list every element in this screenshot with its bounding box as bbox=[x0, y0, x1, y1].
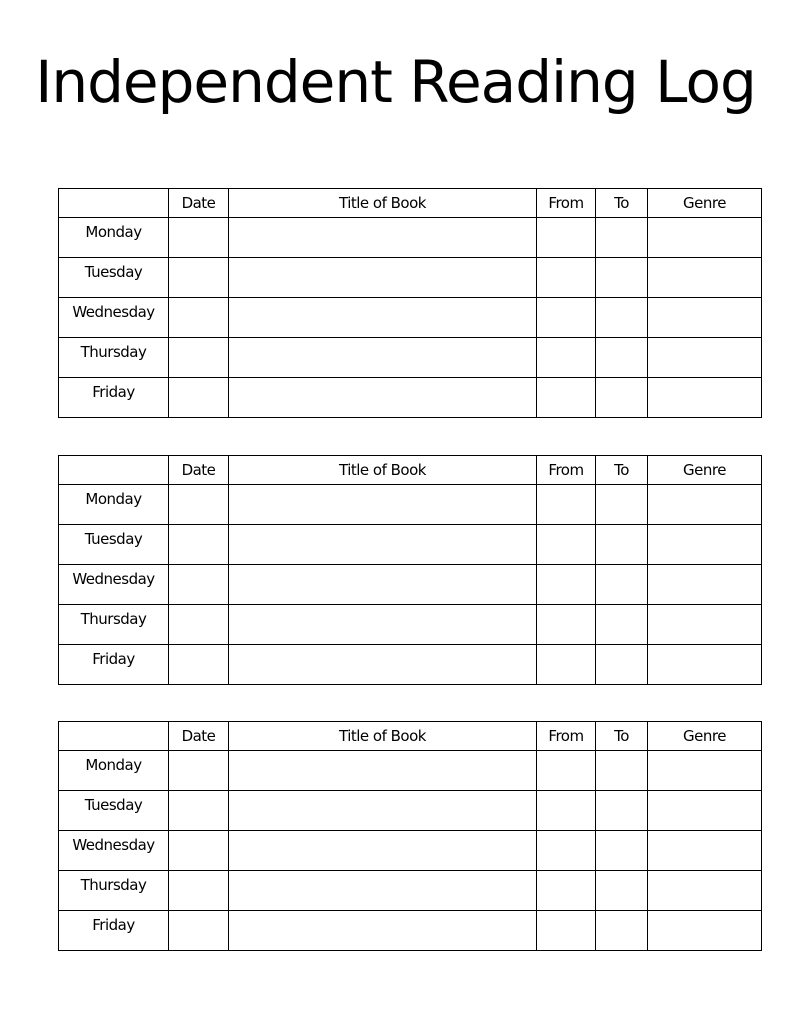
table-row bbox=[59, 565, 762, 605]
date-cell[interactable] bbox=[169, 645, 229, 685]
genre-cell[interactable] bbox=[648, 258, 762, 298]
to-cell[interactable] bbox=[596, 378, 648, 418]
day-label: Thursday bbox=[59, 605, 169, 645]
genre-cell[interactable] bbox=[648, 378, 762, 418]
table-row bbox=[59, 791, 762, 831]
genre-cell[interactable] bbox=[648, 605, 762, 645]
title-cell[interactable] bbox=[229, 258, 537, 298]
title-cell[interactable] bbox=[229, 378, 537, 418]
header-genre: Genre bbox=[648, 456, 762, 485]
header-to: To bbox=[596, 722, 648, 751]
date-cell[interactable] bbox=[169, 525, 229, 565]
day-label: Wednesday bbox=[59, 831, 169, 871]
date-cell[interactable] bbox=[169, 298, 229, 338]
genre-cell[interactable] bbox=[648, 218, 762, 258]
header-genre: Genre bbox=[648, 189, 762, 218]
header-title-of-book: Title of Book bbox=[229, 456, 537, 485]
genre-cell[interactable] bbox=[648, 831, 762, 871]
table-row bbox=[59, 911, 762, 951]
day-label: Monday bbox=[59, 485, 169, 525]
table-row bbox=[59, 218, 762, 258]
table-header-row bbox=[59, 189, 762, 218]
from-cell[interactable] bbox=[537, 791, 596, 831]
title-cell[interactable] bbox=[229, 645, 537, 685]
genre-cell[interactable] bbox=[648, 751, 762, 791]
date-cell[interactable] bbox=[169, 378, 229, 418]
day-label: Friday bbox=[59, 645, 169, 685]
from-cell[interactable] bbox=[537, 565, 596, 605]
genre-cell[interactable] bbox=[648, 525, 762, 565]
header-from: From bbox=[537, 189, 596, 218]
genre-cell[interactable] bbox=[648, 485, 762, 525]
header-date: Date bbox=[169, 456, 229, 485]
day-label: Friday bbox=[59, 911, 169, 951]
to-cell[interactable] bbox=[596, 791, 648, 831]
from-cell[interactable] bbox=[537, 218, 596, 258]
header-date: Date bbox=[169, 189, 229, 218]
from-cell[interactable] bbox=[537, 751, 596, 791]
table-row bbox=[59, 831, 762, 871]
reading-log-table-week-3 bbox=[58, 721, 762, 951]
date-cell[interactable] bbox=[169, 605, 229, 645]
table-row bbox=[59, 485, 762, 525]
date-cell[interactable] bbox=[169, 485, 229, 525]
from-cell[interactable] bbox=[537, 911, 596, 951]
from-cell[interactable] bbox=[537, 871, 596, 911]
genre-cell[interactable] bbox=[648, 791, 762, 831]
to-cell[interactable] bbox=[596, 338, 648, 378]
to-cell[interactable] bbox=[596, 485, 648, 525]
day-label: Tuesday bbox=[59, 791, 169, 831]
from-cell[interactable] bbox=[537, 645, 596, 685]
from-cell[interactable] bbox=[537, 831, 596, 871]
title-cell[interactable] bbox=[229, 338, 537, 378]
table-row bbox=[59, 338, 762, 378]
to-cell[interactable] bbox=[596, 258, 648, 298]
date-cell[interactable] bbox=[169, 871, 229, 911]
header-from: From bbox=[537, 722, 596, 751]
day-label: Tuesday bbox=[59, 258, 169, 298]
header-to: To bbox=[596, 456, 648, 485]
table-row bbox=[59, 298, 762, 338]
from-cell[interactable] bbox=[537, 605, 596, 645]
title-cell[interactable] bbox=[229, 791, 537, 831]
date-cell[interactable] bbox=[169, 338, 229, 378]
header-day bbox=[59, 189, 169, 218]
table-row bbox=[59, 751, 762, 791]
date-cell[interactable] bbox=[169, 831, 229, 871]
reading-log-table-week-2 bbox=[58, 455, 762, 685]
reading-log-table-week-1 bbox=[58, 188, 762, 418]
to-cell[interactable] bbox=[596, 525, 648, 565]
genre-cell[interactable] bbox=[648, 871, 762, 911]
title-cell[interactable] bbox=[229, 751, 537, 791]
title-cell[interactable] bbox=[229, 218, 537, 258]
header-title-of-book: Title of Book bbox=[229, 722, 537, 751]
to-cell[interactable] bbox=[596, 871, 648, 911]
table-row bbox=[59, 645, 762, 685]
to-cell[interactable] bbox=[596, 565, 648, 605]
day-label: Tuesday bbox=[59, 525, 169, 565]
title-cell[interactable] bbox=[229, 485, 537, 525]
title-cell[interactable] bbox=[229, 831, 537, 871]
to-cell[interactable] bbox=[596, 605, 648, 645]
from-cell[interactable] bbox=[537, 298, 596, 338]
title-cell[interactable] bbox=[229, 565, 537, 605]
genre-cell[interactable] bbox=[648, 911, 762, 951]
to-cell[interactable] bbox=[596, 911, 648, 951]
header-date: Date bbox=[169, 722, 229, 751]
date-cell[interactable] bbox=[169, 218, 229, 258]
from-cell[interactable] bbox=[537, 258, 596, 298]
from-cell[interactable] bbox=[537, 485, 596, 525]
date-cell[interactable] bbox=[169, 565, 229, 605]
from-cell[interactable] bbox=[537, 338, 596, 378]
day-label: Thursday bbox=[59, 871, 169, 911]
genre-cell[interactable] bbox=[648, 645, 762, 685]
header-genre: Genre bbox=[648, 722, 762, 751]
page-title: Independent Reading Log bbox=[35, 48, 756, 116]
date-cell[interactable] bbox=[169, 751, 229, 791]
table-row bbox=[59, 378, 762, 418]
header-day bbox=[59, 722, 169, 751]
header-day bbox=[59, 456, 169, 485]
table-row bbox=[59, 871, 762, 911]
title-cell[interactable] bbox=[229, 605, 537, 645]
title-cell[interactable] bbox=[229, 871, 537, 911]
title-cell[interactable] bbox=[229, 911, 537, 951]
table-row bbox=[59, 258, 762, 298]
header-from: From bbox=[537, 456, 596, 485]
table-row bbox=[59, 605, 762, 645]
day-label: Monday bbox=[59, 751, 169, 791]
day-label: Friday bbox=[59, 378, 169, 418]
genre-cell[interactable] bbox=[648, 565, 762, 605]
day-label: Wednesday bbox=[59, 298, 169, 338]
from-cell[interactable] bbox=[537, 378, 596, 418]
day-label: Monday bbox=[59, 218, 169, 258]
genre-cell[interactable] bbox=[648, 298, 762, 338]
table-header-row bbox=[59, 456, 762, 485]
to-cell[interactable] bbox=[596, 751, 648, 791]
table-row bbox=[59, 525, 762, 565]
title-cell[interactable] bbox=[229, 525, 537, 565]
to-cell[interactable] bbox=[596, 218, 648, 258]
day-label: Thursday bbox=[59, 338, 169, 378]
to-cell[interactable] bbox=[596, 831, 648, 871]
title-cell[interactable] bbox=[229, 298, 537, 338]
date-cell[interactable] bbox=[169, 911, 229, 951]
day-label: Wednesday bbox=[59, 565, 169, 605]
to-cell[interactable] bbox=[596, 645, 648, 685]
date-cell[interactable] bbox=[169, 791, 229, 831]
from-cell[interactable] bbox=[537, 525, 596, 565]
to-cell[interactable] bbox=[596, 298, 648, 338]
genre-cell[interactable] bbox=[648, 338, 762, 378]
date-cell[interactable] bbox=[169, 258, 229, 298]
header-title-of-book: Title of Book bbox=[229, 189, 537, 218]
header-to: To bbox=[596, 189, 648, 218]
table-header-row bbox=[59, 722, 762, 751]
